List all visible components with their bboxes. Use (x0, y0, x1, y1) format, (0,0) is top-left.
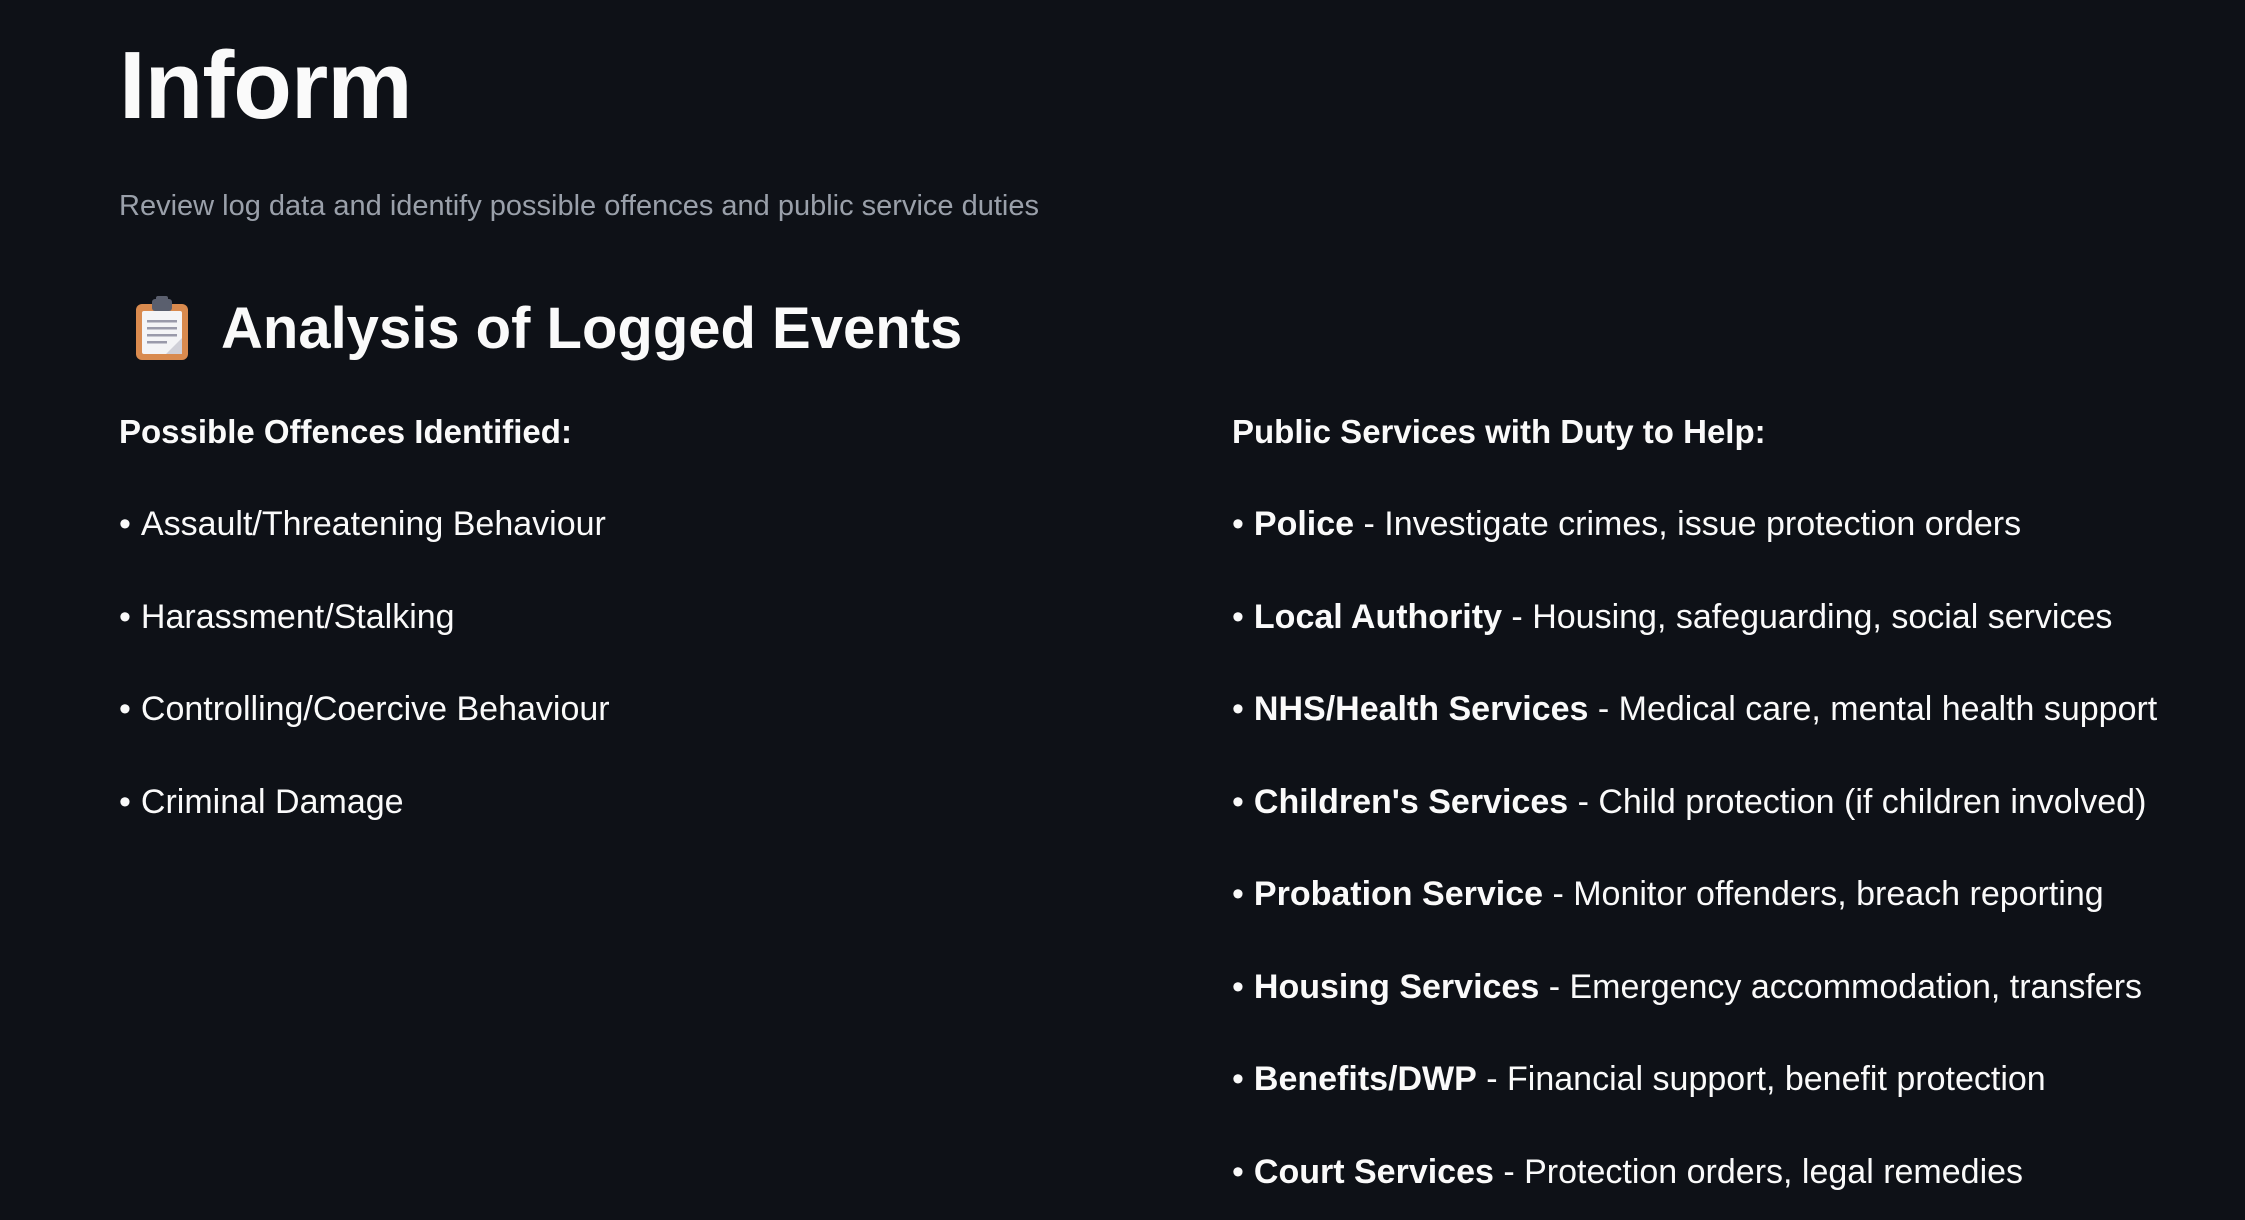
service-item (1232, 595, 2157, 688)
service-description: - Emergency accommodation, transfers (1539, 967, 2143, 1006)
services-list (1232, 502, 2157, 1220)
service-name: Probation Service (1253, 875, 1544, 913)
services-heading: Public Services with Duty to Help: (1232, 413, 1766, 450)
bullet: • (1232, 1152, 1244, 1191)
service-description: - Child protection (if children involved) (1568, 782, 2147, 821)
service-name: Benefits/DWP (1253, 1060, 1477, 1098)
service-description: - Monitor offenders, breach reporting (1543, 875, 2104, 913)
offence-label: Controlling/Coercive Behaviour (140, 690, 610, 728)
bullet: • (1232, 875, 1244, 913)
offence-label: Assault/Threatening Behaviour (140, 505, 606, 543)
service-name: Court Services (1253, 1152, 1494, 1191)
service-description: - Housing, safeguarding, social services (1501, 597, 2113, 636)
service-name: Housing Services (1253, 967, 1540, 1006)
bullet: • (1232, 1060, 1244, 1098)
analysis-heading-text: Analysis of Logged Events (221, 296, 963, 361)
service-item (1232, 687, 2157, 780)
bullet: • (1232, 967, 1244, 1006)
offence-item (119, 780, 610, 873)
service-description: - Investigate crimes, issue protection orders (1354, 505, 2022, 543)
offences-list (119, 502, 610, 872)
service-name: Police (1253, 505, 1355, 543)
bullet: • (1232, 505, 1244, 543)
service-name: Children's Services (1253, 782, 1569, 821)
service-item (1232, 1057, 2157, 1150)
service-item (1232, 780, 2157, 873)
service-description: - Medical care, mental health support (1588, 690, 2158, 728)
offences-heading: Possible Offences Identified: (119, 413, 572, 450)
offence-label: Criminal Damage (140, 782, 404, 821)
bullet: • (119, 690, 131, 728)
service-item (1232, 1150, 2157, 1220)
bullet: • (1232, 597, 1244, 636)
page-subtitle: Review log data and identify possible offences and public service duties (119, 190, 1039, 222)
service-description: - Financial support, benefit protection (1476, 1060, 2046, 1098)
service-name: NHS/Health Services (1253, 690, 1589, 728)
offence-item (119, 595, 610, 688)
offence-item (119, 687, 610, 780)
service-description: - Protection orders, legal remedies (1493, 1152, 2024, 1191)
service-name: Local Authority (1253, 597, 1502, 636)
service-item (1232, 502, 2157, 595)
page-title: Inform (119, 32, 412, 139)
bullet: • (119, 782, 131, 821)
offence-label: Harassment/Stalking (140, 597, 455, 636)
offence-item (119, 502, 610, 595)
bullet: • (1232, 782, 1244, 821)
clipboard-icon (133, 296, 191, 362)
analysis-heading (119, 288, 962, 370)
service-item (1232, 872, 2157, 965)
bullet: • (119, 597, 131, 636)
bullet: • (119, 505, 131, 543)
bullet: • (1232, 690, 1244, 728)
service-item (1232, 965, 2157, 1058)
